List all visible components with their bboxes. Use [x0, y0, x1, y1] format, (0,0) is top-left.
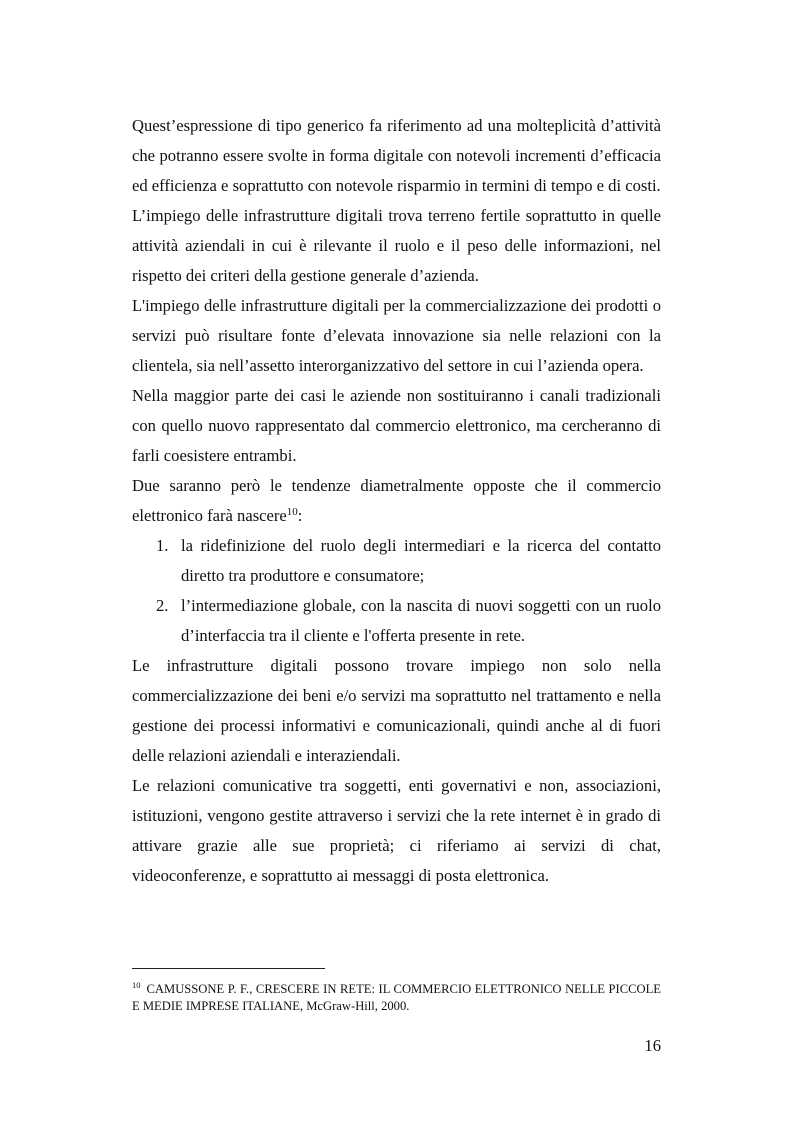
- footnote-mark: 10: [132, 980, 141, 990]
- paragraph-2: L’impiego delle infrastrutture digitali trova terreno fertile soprattutto in quelle attività aziendali in cui è rilevante il ruolo e il peso delle informazioni, nel rispetto dei criteri della gestione generale d’azienda.: [132, 206, 661, 285]
- list-item-number: 2.: [156, 596, 169, 615]
- footnote: [132, 977, 661, 1015]
- list-item: [132, 531, 661, 591]
- paragraph-1: Quest’espressione di tipo generico fa riferimento ad una molteplicità d’attività che potranno essere svolte in forma digitale con notevoli incrementi d’efficacia ed efficienza e soprattutto con notevole risparmio in termini di tempo e di costi.: [132, 116, 661, 195]
- paragraph-7: Le relazioni comunicative tra soggetti, enti governativi e non, associazioni, istituzioni, vengono gestite attraverso i servizi che la rete internet è in grado di attivare grazie alle sue proprietà; ci riferiamo ai servizi di chat, videoconferenze, e soprattutto ai messaggi di posta elettronica.: [132, 776, 661, 885]
- paragraph-5: [132, 471, 661, 531]
- numbered-list: [132, 531, 661, 651]
- list-item-text: l’intermediazione globale, con la nascita di nuovi soggetti con un ruolo d’interfaccia tra il cliente e l'offerta presente in rete.: [181, 596, 661, 645]
- paragraph-5-text: Due saranno però le tendenze diametralmente opposte che il commercio elettronico farà nascere: [132, 476, 661, 525]
- list-item-text: la ridefinizione del ruolo degli intermediari e la ricerca del contatto diretto tra produttore e consumatore;: [181, 536, 661, 585]
- page-number: 16: [644, 1036, 661, 1055]
- footnote-reference[interactable]: 10: [286, 506, 298, 518]
- paragraph-5-end: :: [297, 506, 303, 525]
- paragraph-3: L'impiego delle infrastrutture digitali per la commercializzazione dei prodotti o servizi può risultare fonte d’elevata innovazione sia nelle relazioni con la clientela, sia nell’assetto interorganizzativo del settore in cui l’azienda opera.: [132, 296, 661, 375]
- paragraph-6: Le infrastrutture digitali possono trovare impiego non solo nella commercializzazione dei beni e/o servizi ma soprattutto nel trattamento e nella gestione dei processi informativi e comunicazionali, quindi anche al di fuori delle relazioni aziendali e interaziendali.: [132, 656, 661, 765]
- footnote-text: CAMUSSONE P. F., CRESCERE IN RETE: IL COMMERCIO ELETTRONICO NELLE PICCOLE E MEDIE IMPRESE ITALIANE, McGraw-Hill, 2000.: [132, 982, 661, 1013]
- body-text: [132, 111, 661, 891]
- paragraph-4: Nella maggior parte dei casi le aziende non sostituiranno i canali tradizionali con quello nuovo rappresentato dal commercio elettronico, ma cercheranno di farli coesistere entrambi.: [132, 386, 661, 465]
- list-item: [132, 591, 661, 651]
- list-item-number: 1.: [156, 536, 169, 555]
- footnote-divider: [132, 968, 325, 969]
